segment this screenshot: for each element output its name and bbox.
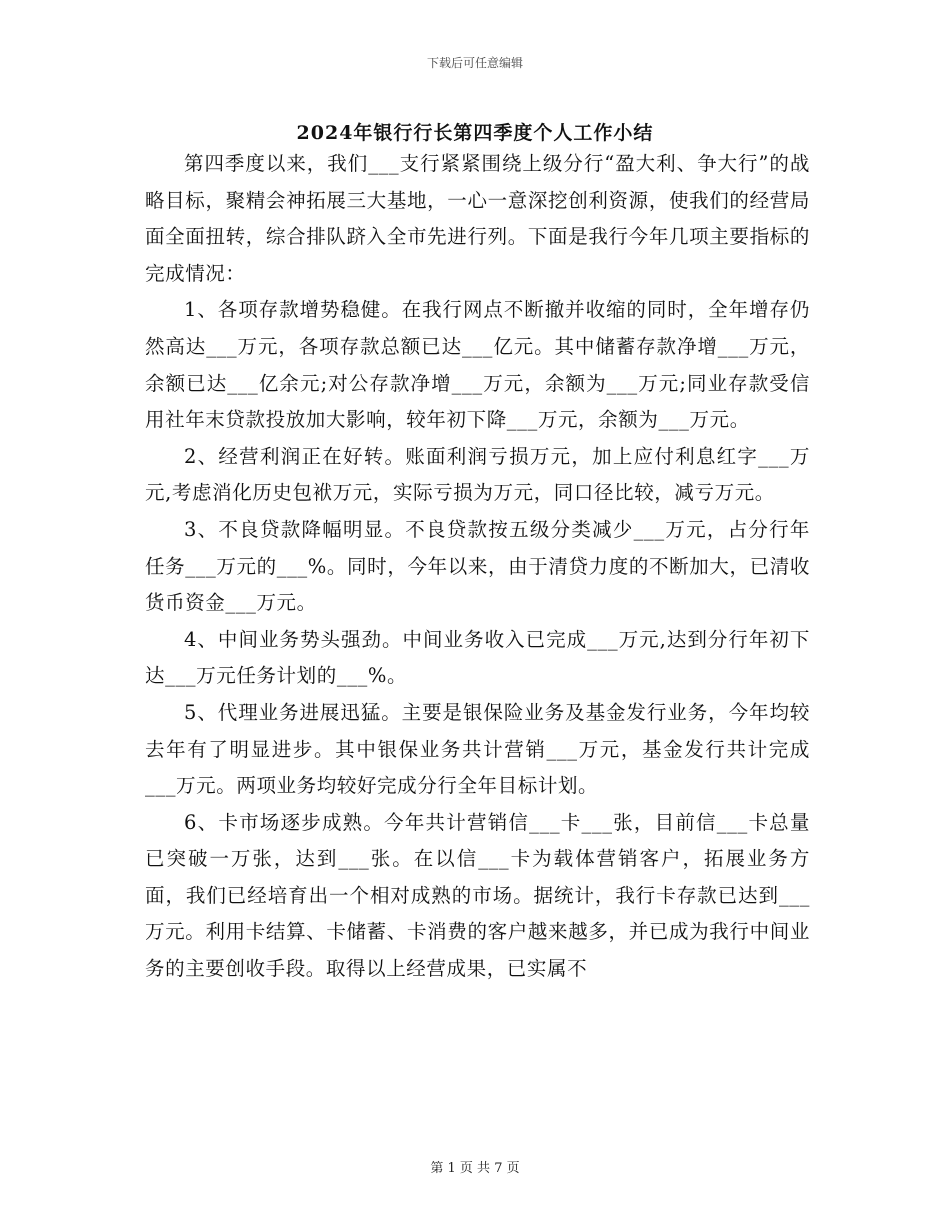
paragraph-item-5-agency: 5、代理业务进展迅猛。主要是银保险业务及基金发行业务，今年均较去年有了明显进步。其中银保业务共计营销___万元，基金发行共计完成___万元。两项业务均较好完成分行全年目标计划。 <box>145 700 810 798</box>
paragraph-item-4-intermediary: 4、中间业务势头强劲。中间业务收入已完成___万元,达到分行年初下达___万元任务计划的___%。 <box>145 627 810 688</box>
document-title: 2024年银行行长第四季度个人工作小结 <box>296 122 654 144</box>
paragraph-item-2-profit: 2、经营利润正在好转。账面利润亏损万元，加上应付利息红字___万元,考虑消化历史包袱万元，实际亏损为万元，同口径比较，减亏万元。 <box>145 444 810 505</box>
paragraph-item-6-cards: 6、卡市场逐步成熟。今年共计营销信___卡___张，目前信___卡总量已突破一万张，达到___张。在以信___卡为载体营销客户，拓展业务方面，我们已经培育出一个相对成熟的市场。据统计，我行卡存款已达到___万元。利用卡结算、卡储蓄、卡消费的客户越来越多，并已成为我行中间业务的主要创收手段。取得以上经营成果，已实属不 <box>145 810 810 981</box>
document-body <box>145 146 810 988</box>
page-header: 下载后可任意编辑 <box>426 56 523 70</box>
paragraph-intro: 第四季度以来，我们___支行紧紧围绕上级分行“盈大利、争大行”的战略目标，聚精会神拓展三大基地，一心一意深挖创利资源，使我们的经营局面全面扭转，综合排队跻入全市先进行列。下面是我行今年几项主要指标的完成情况： <box>145 152 810 285</box>
page-footer: 第 1 页 共 7 页 <box>430 1161 520 1176</box>
paragraph-item-1-deposits: 1、各项存款增势稳健。在我行网点不断撤并收缩的同时，全年增存仍然高达___万元，各项存款总额已达___亿元。其中储蓄存款净增___万元，余额已达___亿余元;对公存款净增___万元，余额为___万元;同业存款受信用社年末贷款投放加大影响，较年初下降___万元，余额为___万元。 <box>145 298 810 432</box>
paragraph-item-3-bad-loans: 3、不良贷款降幅明显。不良贷款按五级分类减少___万元，占分行年任务___万元的___%。同时，今年以来，由于清贷力度的不断加大，已清收货币资金___万元。 <box>145 517 810 615</box>
